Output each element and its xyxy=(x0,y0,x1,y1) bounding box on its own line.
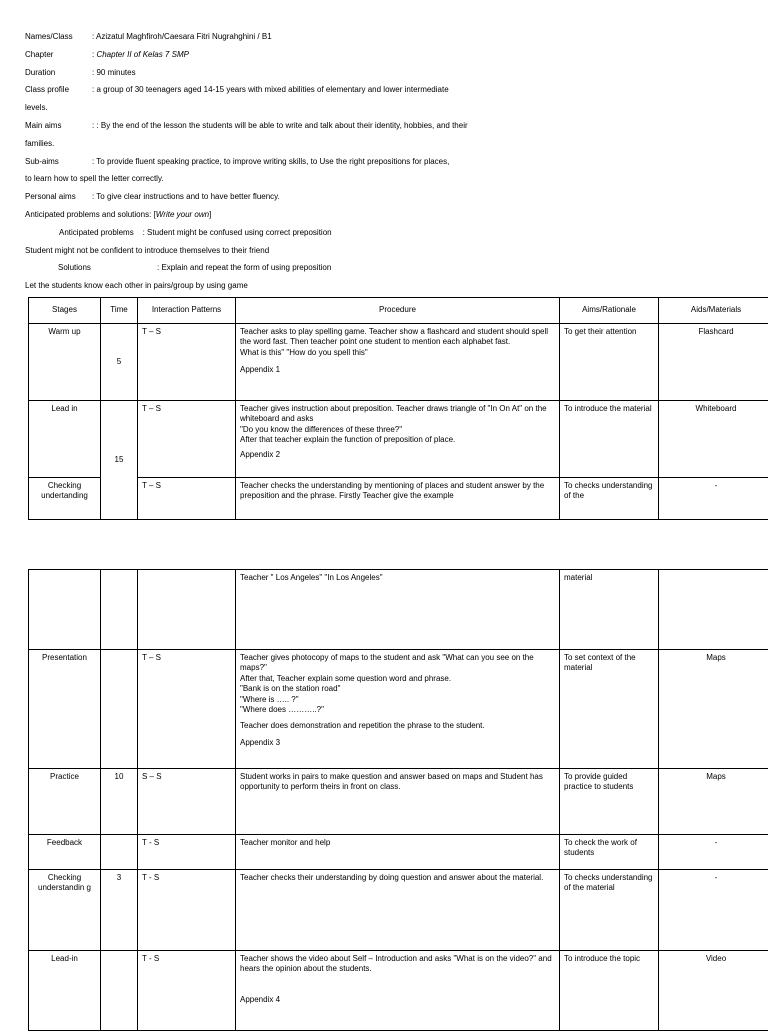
aids-cell: Video xyxy=(659,951,768,1031)
duration-label: Duration xyxy=(25,67,92,78)
names-line xyxy=(25,31,765,49)
stage-cell: Warm up xyxy=(29,324,101,401)
main-aims-line xyxy=(25,120,765,138)
main-aims-continuation: families. xyxy=(25,138,765,156)
time-cell xyxy=(101,951,138,1031)
stage-cell: Lead in xyxy=(29,401,101,478)
procedure-cell xyxy=(236,401,560,478)
stage-cell: Checking undertanding xyxy=(29,478,101,520)
stage-cell: Feedback xyxy=(29,835,101,870)
time-cell xyxy=(101,835,138,870)
procedure-cell: Teacher checks the understanding by mentioning of places and student answer by the preposition and the phrase. Firstly Teacher give the example xyxy=(236,478,560,520)
aims-cell: To get their attention xyxy=(560,324,659,401)
aims-cell: To provide guided practice to students xyxy=(560,769,659,835)
procedure-text: Teacher does demonstration and repetition the phrase to the student. xyxy=(240,721,485,730)
names-value: : Azizatul Maghfiroh/Caesara Fitri Nugrahghini / B1 xyxy=(92,32,272,41)
appendix-reference: Appendix 1 xyxy=(240,365,280,374)
interaction-cell xyxy=(138,570,236,650)
lesson-plan-header xyxy=(25,31,765,298)
problems-continuation: Student might not be confident to introduce themselves to their friend xyxy=(25,245,765,263)
procedure-text: "Where does ………..?" xyxy=(240,705,324,714)
time-cell: 10 xyxy=(101,769,138,835)
interaction-cell: T - S xyxy=(138,835,236,870)
procedure-text: Teacher gives instruction about preposition. Teacher draws triangle of "In On At" on the whiteboard and asks xyxy=(240,404,547,423)
profile-value: : a group of 30 teenagers aged 14-15 years with mixed abilities of elementary and lower intermediate xyxy=(92,85,449,94)
time-cell xyxy=(101,650,138,769)
procedure-text: After that, Teacher explain some question word and phrase. xyxy=(240,674,451,683)
aids-cell: Whiteboard xyxy=(659,401,768,478)
personal-aims-line xyxy=(25,191,765,209)
appendix-reference: Appendix 2 xyxy=(240,450,280,459)
procedure-text: Teacher gives photocopy of maps to the student and ask "What can you see on the maps?" xyxy=(240,653,534,672)
table-row xyxy=(29,870,768,951)
procedure-text: What is this" "How do you spell this" xyxy=(240,348,368,357)
duration-line xyxy=(25,67,765,85)
procedure-text: "Do you know the differences of these three?" xyxy=(240,425,402,434)
solutions-value: : Explain and repeat the form of using preposition xyxy=(157,263,331,272)
aims-cell: To checks understanding of the xyxy=(560,478,659,520)
procedure-cell: Student works in pairs to make question and answer based on maps and Student has opportunity to perform theirs in front on class. xyxy=(236,769,560,835)
procedure-cell: Teacher " Los Angeles" "In Los Angeles" xyxy=(236,570,560,650)
aids-cell: - xyxy=(659,835,768,870)
time-cell: 15 xyxy=(101,401,138,520)
col-header-stages: Stages xyxy=(29,298,101,324)
stage-cell: Practice xyxy=(29,769,101,835)
table-row xyxy=(29,951,768,1031)
aims-cell: material xyxy=(560,570,659,650)
time-cell: 5 xyxy=(101,324,138,401)
col-header-time: Time xyxy=(101,298,138,324)
appendix-reference: Appendix 4 xyxy=(240,995,280,1004)
procedure-cell: Teacher checks their understanding by doing question and answer about the material. xyxy=(236,870,560,951)
interaction-cell: S – S xyxy=(138,769,236,835)
col-header-interaction: Interaction Patterns xyxy=(138,298,236,324)
interaction-cell: T - S xyxy=(138,951,236,1031)
chapter-value: Chapter II of Kelas 7 SMP xyxy=(96,50,189,59)
procedure-text: "Where is ….. ?" xyxy=(240,695,299,704)
procedure-text: After that teacher explain the function of preposition of place. xyxy=(240,435,455,444)
sub-aims-continuation: to learn how to spell the letter correctly. xyxy=(25,173,765,191)
chapter-label: Chapter xyxy=(25,49,92,60)
personal-aims-label: Personal aims xyxy=(25,191,92,202)
stage-cell: Checking understandin g xyxy=(29,870,101,951)
chapter-colon: : xyxy=(92,50,96,59)
table-row xyxy=(29,835,768,870)
problems-label: Anticipated problems xyxy=(59,228,134,237)
anticipated-italic: Write your own xyxy=(156,210,209,219)
sub-aims-line xyxy=(25,156,765,174)
col-header-procedure: Procedure xyxy=(236,298,560,324)
anticipated-label: Anticipated problems and solutions: [ xyxy=(25,210,156,219)
sub-aims-label: Sub-aims xyxy=(25,156,92,167)
procedure-table-2 xyxy=(28,569,768,1031)
problems-value: : Student might be confused using correct preposition xyxy=(143,228,332,237)
aids-cell: Flashcard xyxy=(659,324,768,401)
stage-cell: Lead-in xyxy=(29,951,101,1031)
appendix-reference: Appendix 3 xyxy=(240,738,280,747)
solutions-line xyxy=(25,262,765,280)
table-header-row xyxy=(29,298,768,324)
sub-aims-value: : To provide fluent speaking practice, to improve writing skills, to Use the right prepositions for places, xyxy=(92,157,449,166)
procedure-cell xyxy=(236,324,560,401)
procedure-cell xyxy=(236,951,560,1031)
profile-line xyxy=(25,84,765,102)
aids-cell: - xyxy=(659,478,768,520)
table-row xyxy=(29,401,768,478)
table-row xyxy=(29,324,768,401)
procedure-text: Teacher shows the video about Self – Introduction and asks "What is on the video?" and hears the opinion about the students. xyxy=(240,954,552,973)
interaction-cell: T – S xyxy=(138,478,236,520)
procedure-cell: Teacher monitor and help xyxy=(236,835,560,870)
table-row xyxy=(29,769,768,835)
anticipated-close: ] xyxy=(209,210,211,219)
table-row xyxy=(29,650,768,769)
interaction-cell: T – S xyxy=(138,401,236,478)
aims-cell: To introduce the material xyxy=(560,401,659,478)
aids-cell: Maps xyxy=(659,769,768,835)
aids-cell xyxy=(659,570,768,650)
time-cell xyxy=(101,570,138,650)
problems-line xyxy=(25,227,765,245)
interaction-cell: T - S xyxy=(138,870,236,951)
main-aims-label: Main aims xyxy=(25,120,92,131)
main-aims-value: : : By the end of the lesson the students will be able to write and talk about their identity, hobbies, and their xyxy=(92,121,468,130)
personal-aims-value: : To give clear instructions and to have better fluency. xyxy=(92,192,280,201)
table-row xyxy=(29,478,768,520)
procedure-text: "Bank is on the station road" xyxy=(240,684,340,693)
profile-label: Class profile xyxy=(25,84,92,95)
table-row xyxy=(29,570,768,650)
col-header-aids: Aids/Materials xyxy=(659,298,768,324)
aims-cell: To set context of the material xyxy=(560,650,659,769)
solutions-continuation: Let the students know each other in pairs/group by using game xyxy=(25,280,765,298)
aims-cell: To check the work of students xyxy=(560,835,659,870)
aims-cell: To introduce the topic xyxy=(560,951,659,1031)
anticipated-line xyxy=(25,209,765,227)
aids-cell: - xyxy=(659,870,768,951)
procedure-table-1 xyxy=(28,297,768,520)
duration-value: : 90 minutes xyxy=(92,68,136,77)
stage-cell: Presentation xyxy=(29,650,101,769)
aids-cell: Maps xyxy=(659,650,768,769)
stage-cell xyxy=(29,570,101,650)
solutions-label: Solutions xyxy=(58,262,157,273)
names-label: Names/Class xyxy=(25,31,92,42)
col-header-aims: Aims/Rationale xyxy=(560,298,659,324)
chapter-line xyxy=(25,49,765,67)
aims-cell: To checks understanding of the material xyxy=(560,870,659,951)
profile-continuation: levels. xyxy=(25,102,765,120)
interaction-cell: T – S xyxy=(138,324,236,401)
interaction-cell: T – S xyxy=(138,650,236,769)
procedure-text: Teacher asks to play spelling game. Teacher show a flashcard and student should spell the word fast. Then teacher point one student to mention each alphabet fast. xyxy=(240,327,548,346)
procedure-cell xyxy=(236,650,560,769)
time-cell: 3 xyxy=(101,870,138,951)
